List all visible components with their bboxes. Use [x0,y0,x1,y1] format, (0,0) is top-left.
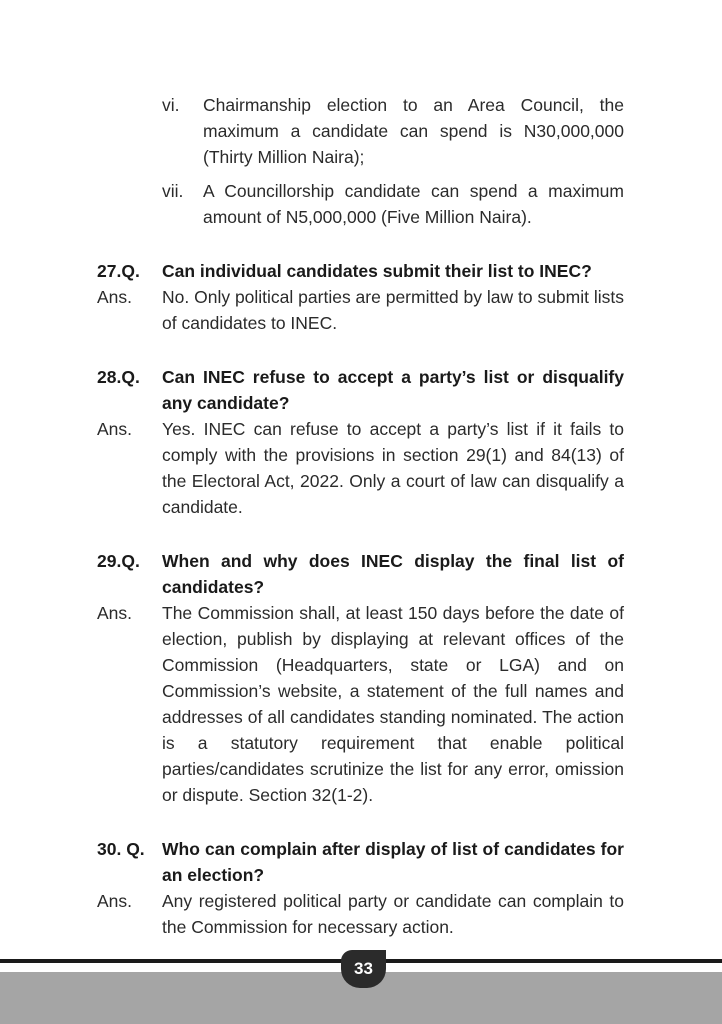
qa-item-28 [97,364,624,520]
answer-text: Any registered political party or candidate can complain to the Commission for necessary action. [162,891,624,937]
question-number: 30. Q. [97,839,145,859]
answer-label: Ans. [97,891,133,911]
numbered-list [162,92,624,230]
question-number: 27.Q. [97,261,140,281]
list-item-text: A Councillorship candidate can spend a maximum amount of N5,000,000 (Five Million Naira). [203,181,624,227]
qa-item-29 [97,548,624,808]
answer-label: Ans. [97,287,133,307]
page-content [97,92,624,940]
answer-label: Ans. [97,603,133,623]
question-number: 29.Q. [97,551,140,571]
page-number: 33 [354,959,373,978]
answer-text: No. Only political parties are permitted by law to submit lists of candidates to INEC. [162,287,624,333]
question-row [97,364,624,416]
list-item-marker: vii. [162,181,184,201]
list-item-marker: vi. [162,95,180,115]
answer-row [97,888,624,940]
qa-item-27 [97,258,624,336]
list-item [162,92,624,170]
question-row [97,548,624,600]
answer-row [97,284,624,336]
question-text: Who can complain after display of list of candidates for an election? [162,839,624,885]
list-item [162,178,624,230]
question-row [97,836,624,888]
question-text: Can INEC refuse to accept a party’s list or disqualify any candidate? [162,367,624,413]
answer-row [97,600,624,808]
qa-item-30 [97,836,624,940]
answer-label: Ans. [97,419,133,439]
question-number: 28.Q. [97,367,140,387]
page-number-badge [341,950,386,988]
list-item-text: Chairmanship election to an Area Council, the maximum a candidate can spend is N30,000,000 (Thirty Million Naira); [203,95,624,167]
answer-text: The Commission shall, at least 150 days before the date of election, publish by displaying at relevant offices of the Commission (Headquarters, state or LGA) and on Commission’s website, a statement of the full names and addresses of all candidates standing nominated. The action is a statutory requirement that enable political parties/candidates scrutinize the list for any error, omission or dispute. Section 32(1-2). [162,603,624,805]
answer-row [97,416,624,520]
question-row [97,258,624,284]
question-text: Can individual candidates submit their list to INEC? [162,261,592,281]
answer-text: Yes. INEC can refuse to accept a party’s list if it fails to comply with the provisions in section 29(1) and 84(13) of the Electoral Act, 2022. Only a court of law can disqualify a candidate. [162,419,624,517]
question-text: When and why does INEC display the final list of candidates? [162,551,624,597]
